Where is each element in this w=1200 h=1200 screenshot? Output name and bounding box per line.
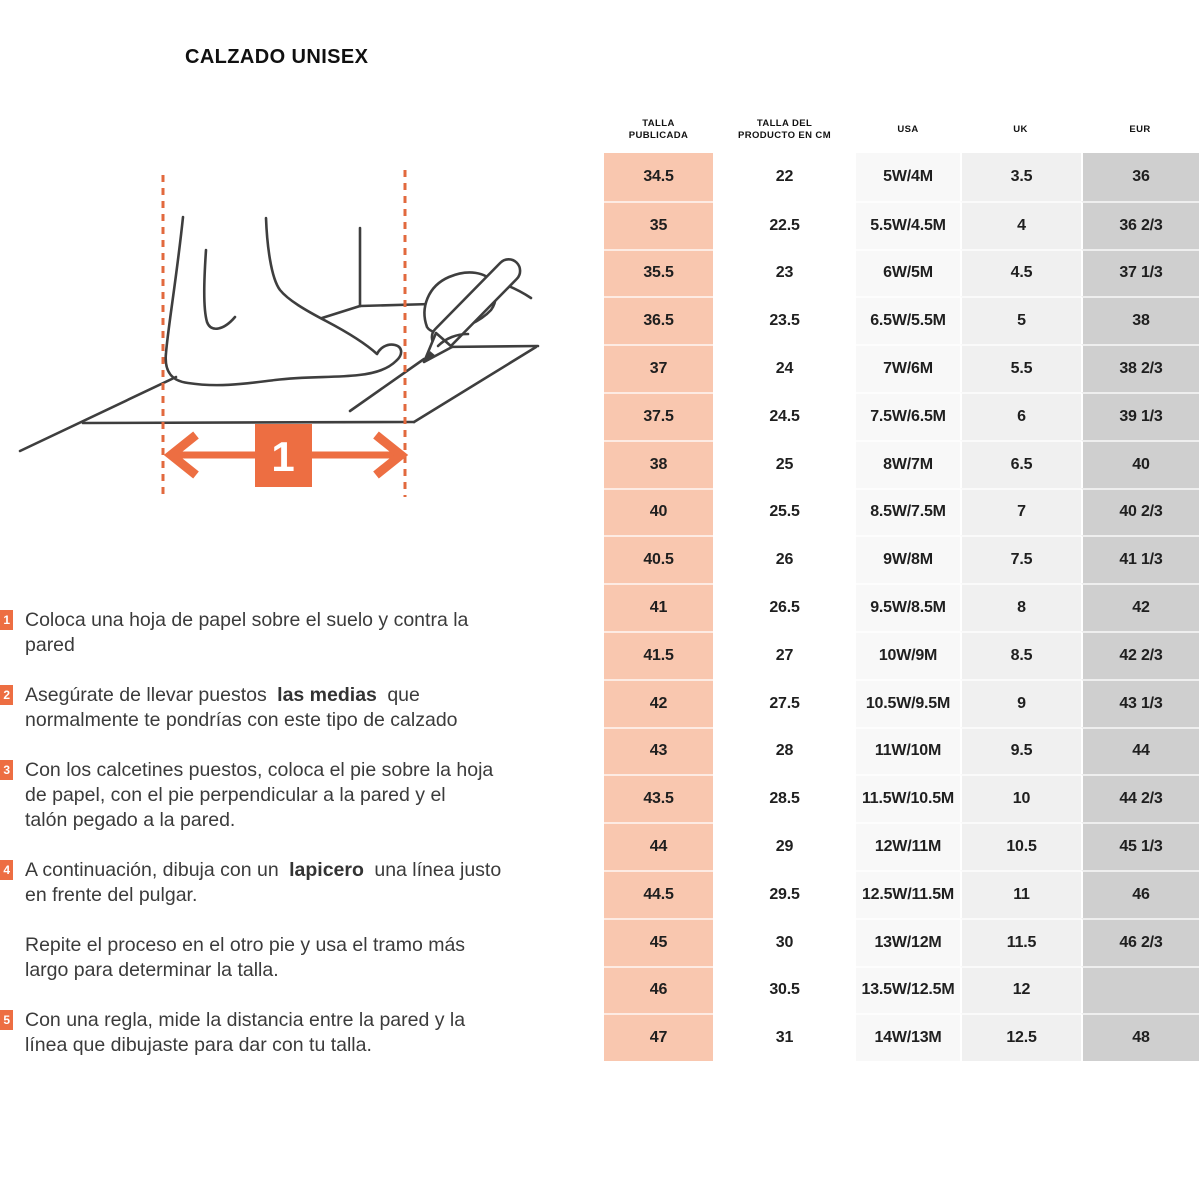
measurement-marks <box>163 170 405 497</box>
size-cell: 40 2/3 <box>1081 488 1199 536</box>
size-cell: 26.5 <box>713 583 856 631</box>
size-cell: 35.5 <box>604 249 713 297</box>
column-header-usa: USA <box>897 124 919 135</box>
size-cell: 36 <box>1081 153 1199 201</box>
size-cell: 14W/13M <box>856 1013 960 1061</box>
floor-back-line <box>441 346 538 347</box>
size-cell: 41 <box>604 583 713 631</box>
size-cell: 27 <box>713 631 856 679</box>
size-cell: 31 <box>713 1013 856 1061</box>
size-cell: 5W/4M <box>856 153 960 201</box>
size-cell: 8.5W/7.5M <box>856 488 960 536</box>
size-cell: 5.5 <box>960 344 1081 392</box>
size-cell: 24.5 <box>713 392 856 440</box>
size-cell: 40 <box>1081 440 1199 488</box>
size-cell: 34.5 <box>604 153 713 201</box>
column-header-talla-producto-cm: TALLA DEL PRODUCTO EN CM <box>737 118 832 141</box>
size-cell: 4.5 <box>960 249 1081 297</box>
size-cell: 12 <box>960 966 1081 1014</box>
size-cell: 44.5 <box>604 870 713 918</box>
size-cell: 41.5 <box>604 631 713 679</box>
instruction-text: A continuación, dibuja con un lapicero una línea justo en frente del pulgar. <box>25 859 502 906</box>
size-cell: 12.5W/11.5M <box>856 870 960 918</box>
instruction-text: Coloca una hoja de papel sobre el suelo y contra la pared <box>25 609 469 656</box>
size-cell: 4 <box>960 201 1081 249</box>
foot-outline <box>166 217 401 385</box>
size-cell: 44 <box>1081 727 1199 775</box>
step-number-badge: 1 <box>0 610 13 630</box>
instruction-item <box>0 608 600 658</box>
size-cell: 42 <box>1081 583 1199 631</box>
foot-measurement-drawing <box>0 150 580 530</box>
size-cell: 29 <box>713 822 856 870</box>
size-cell: 30 <box>713 918 856 966</box>
size-cell: 46 2/3 <box>1081 918 1199 966</box>
size-cell: 37 <box>604 344 713 392</box>
size-cell: 13W/12M <box>856 918 960 966</box>
size-cell: 7W/6M <box>856 344 960 392</box>
size-cell: 11 <box>960 870 1081 918</box>
instruction-text: Con los calcetines puestos, coloca el pie sobre la hoja de papel, con el pie perpendicular a la pared y el talón pegado a la pared. <box>25 759 494 831</box>
size-cell: 42 2/3 <box>1081 631 1199 679</box>
column-header-uk: UK <box>1013 124 1028 135</box>
size-cell: 8 <box>960 583 1081 631</box>
instruction-item <box>0 758 600 833</box>
size-cell: 3.5 <box>960 153 1081 201</box>
size-cell: 26 <box>713 535 856 583</box>
size-cell: 5 <box>960 296 1081 344</box>
size-cell: 38 2/3 <box>1081 344 1199 392</box>
size-cell: 25 <box>713 440 856 488</box>
size-cell: 6.5 <box>960 440 1081 488</box>
size-cell: 41 1/3 <box>1081 535 1199 583</box>
size-cell: 28.5 <box>713 774 856 822</box>
size-cell: 46 <box>1081 870 1199 918</box>
size-cell: 43 <box>604 727 713 775</box>
wall-foot-line <box>322 306 360 318</box>
size-cell: 30.5 <box>713 966 856 1014</box>
instruction-item <box>0 1008 600 1058</box>
size-cell: 37 1/3 <box>1081 249 1199 297</box>
size-cell: 5.5W/4.5M <box>856 201 960 249</box>
size-cell: 47 <box>604 1013 713 1061</box>
instruction-text: Asegúrate de llevar puestos las medias que normalmente te pondrías con este tipo de calzado <box>25 684 458 731</box>
size-cell: 45 <box>604 918 713 966</box>
size-cell: 8W/7M <box>856 440 960 488</box>
step-number-badge: 3 <box>0 760 13 780</box>
size-cell: 48 <box>1081 1013 1199 1061</box>
step-number-badge: 4 <box>0 860 13 880</box>
size-cell: 43 1/3 <box>1081 679 1199 727</box>
size-cell: 11.5W/10.5M <box>856 774 960 822</box>
size-cell: 23.5 <box>713 296 856 344</box>
size-cell: 11.5 <box>960 918 1081 966</box>
step-marker-label: 1 <box>271 433 295 480</box>
wall-floor-line <box>360 304 431 306</box>
column-header-talla-publicada: TALLA PUBLICADA <box>628 118 689 141</box>
instruction-item <box>0 683 600 733</box>
size-cell: 35 <box>604 201 713 249</box>
step-number-badge: 5 <box>0 1010 13 1030</box>
size-cell: 6W/5M <box>856 249 960 297</box>
size-cell: 38 <box>1081 296 1199 344</box>
size-cell: 11W/10M <box>856 727 960 775</box>
column-header-eur: EUR <box>1129 124 1151 135</box>
size-cell: 45 1/3 <box>1081 822 1199 870</box>
size-cell: 46 <box>604 966 713 1014</box>
size-chart-header <box>604 108 1199 152</box>
foot-measurement-illustration <box>0 150 580 530</box>
size-cell <box>1081 966 1199 1014</box>
size-cell: 10 <box>960 774 1081 822</box>
instruction-text: Con una regla, mide la distancia entre la pared y la línea que dibujaste para dar con tu talla. <box>25 1009 466 1056</box>
size-cell: 12.5 <box>960 1013 1081 1061</box>
instruction-item <box>0 933 600 983</box>
size-cell: 9.5W/8.5M <box>856 583 960 631</box>
size-cell: 6 <box>960 392 1081 440</box>
size-cell: 9W/8M <box>856 535 960 583</box>
size-cell: 24 <box>713 344 856 392</box>
size-cell: 12W/11M <box>856 822 960 870</box>
size-cell: 23 <box>713 249 856 297</box>
size-cell: 10.5 <box>960 822 1081 870</box>
size-cell: 7.5W/6.5M <box>856 392 960 440</box>
size-cell: 7 <box>960 488 1081 536</box>
size-cell: 40.5 <box>604 535 713 583</box>
size-cell: 43.5 <box>604 774 713 822</box>
size-cell: 37.5 <box>604 392 713 440</box>
size-cell: 6.5W/5.5M <box>856 296 960 344</box>
size-cell: 28 <box>713 727 856 775</box>
size-cell: 8.5 <box>960 631 1081 679</box>
size-cell: 7.5 <box>960 535 1081 583</box>
instructions-list <box>0 608 600 1083</box>
size-cell: 25.5 <box>713 488 856 536</box>
size-cell: 29.5 <box>713 870 856 918</box>
size-cell: 42 <box>604 679 713 727</box>
size-cell: 40 <box>604 488 713 536</box>
size-cell: 44 2/3 <box>1081 774 1199 822</box>
step-number-badge: 2 <box>0 685 13 705</box>
size-cell: 39 1/3 <box>1081 392 1199 440</box>
instruction-item <box>0 858 600 908</box>
size-cell: 38 <box>604 440 713 488</box>
size-cell: 13.5W/12.5M <box>856 966 960 1014</box>
size-cell: 9 <box>960 679 1081 727</box>
size-cell: 10.5W/9.5M <box>856 679 960 727</box>
size-cell: 22.5 <box>713 201 856 249</box>
size-cell: 44 <box>604 822 713 870</box>
paper-front-edge <box>83 422 414 423</box>
size-cell: 22 <box>713 153 856 201</box>
size-cell: 27.5 <box>713 679 856 727</box>
ankle-inner-line <box>204 250 235 329</box>
size-cell: 9.5 <box>960 727 1081 775</box>
paper-left-edge <box>20 377 176 451</box>
size-cell: 10W/9M <box>856 631 960 679</box>
instruction-text: Repite el proceso en el otro pie y usa el tramo más largo para determinar la talla. <box>25 934 466 981</box>
size-cell: 36 2/3 <box>1081 201 1199 249</box>
size-chart-body <box>604 153 1199 1061</box>
page-title: CALZADO UNISEX <box>185 46 369 68</box>
size-cell: 36.5 <box>604 296 713 344</box>
